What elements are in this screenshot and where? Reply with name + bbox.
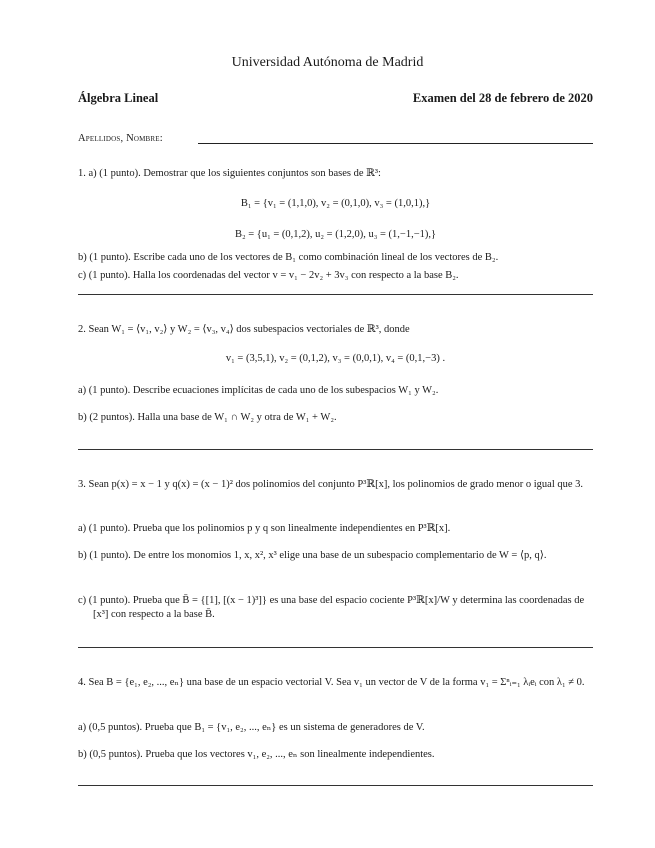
q1-intro: 1. a) (1 punto). Demostrar que los siguientes conjuntos son bases de ℝ³: bbox=[78, 168, 381, 179]
course-title: Álgebra Lineal bbox=[78, 91, 159, 105]
name-label: Apellidos, Nombre: bbox=[78, 133, 163, 144]
divider bbox=[78, 294, 593, 295]
q4-intro: 4. Sea B = {e₁, e₂, ..., eₙ} una base de un espacio vectorial V. Sea v₁ un vector de V de la forma v₁ = Σⁿᵢ₌₁ λᵢeᵢ con λ₁ ≠ 0. bbox=[78, 677, 585, 688]
name-input-line[interactable] bbox=[198, 143, 593, 144]
exam-date: Examen del 28 de febrero de 2020 bbox=[412, 91, 593, 105]
q1-part-b: b) (1 punto). Escribe cada uno de los vectores de B₁ como combinación lineal de los vectores de B₂. bbox=[78, 252, 499, 263]
q2-part-b: b) (2 puntos). Halla una base de W₁ ∩ W₂ y otra de W₁ + W₂. bbox=[78, 412, 337, 423]
q1-basis-b2: B₂ = {u₁ = (0,1,2), u₂ = (1,2,0), u₃ = (1,−1,−1),} bbox=[234, 229, 437, 240]
university-title: Universidad Autónoma de Madrid bbox=[231, 55, 424, 70]
q4-part-b: b) (0,5 puntos). Prueba que los vectores v₁, e₂, ..., eₙ son linealmente independientes. bbox=[78, 749, 435, 760]
q3-intro: 3. Sean p(x) = x − 1 y q(x) = (x − 1)² dos polinomios del conjunto P³ℝ[x], los polinomios de grado menor o igual que 3. bbox=[78, 479, 584, 490]
q1-basis-b1: B₁ = {v₁ = (1,1,0), v₂ = (0,1,0), v₃ = (1,0,1),} bbox=[240, 198, 431, 209]
q2-vectors: v₁ = (3,5,1), v₂ = (0,1,2), v₃ = (0,0,1), v₄ = (0,1,−3) . bbox=[225, 353, 446, 364]
q3-part-a: a) (1 punto). Prueba que los polinomios p y q son linealmente independientes en P³ℝ[x]. bbox=[78, 523, 451, 534]
q2-intro: 2. Sean W₁ = ⟨v₁, v₂⟩ y W₂ = ⟨v₃, v₄⟩ dos subespacios vectoriales de ℝ³, donde bbox=[78, 324, 410, 335]
q3-part-c: c) (1 punto). Prueba que B̄ = {[1], [(x − 1)³]} es una base del espacio cociente P³ℝ[x]/W y determina las coordenadas de [x³] con respecto a la base B̄. bbox=[78, 595, 585, 621]
q2-part-a: a) (1 punto). Describe ecuaciones implícitas de cada uno de los subespacios W₁ y W₂. bbox=[78, 385, 439, 396]
q1-part-c: c) (1 punto). Halla los coordenadas del vector v = v₁ − 2v₂ + 3v₃ con respecto a la base B₂. bbox=[78, 270, 459, 281]
q3-part-b: b) (1 punto). De entre los monomios 1, x, x², x³ elige una base de un subespacio complementario de W = ⟨p, q⟩. bbox=[78, 550, 547, 561]
q4-part-a: a) (0,5 puntos). Prueba que B₁ = {v₁, e₂, ..., eₙ} es un sistema de generadores de V. bbox=[78, 722, 425, 733]
divider bbox=[78, 449, 593, 450]
divider bbox=[78, 785, 593, 786]
divider bbox=[78, 647, 593, 648]
